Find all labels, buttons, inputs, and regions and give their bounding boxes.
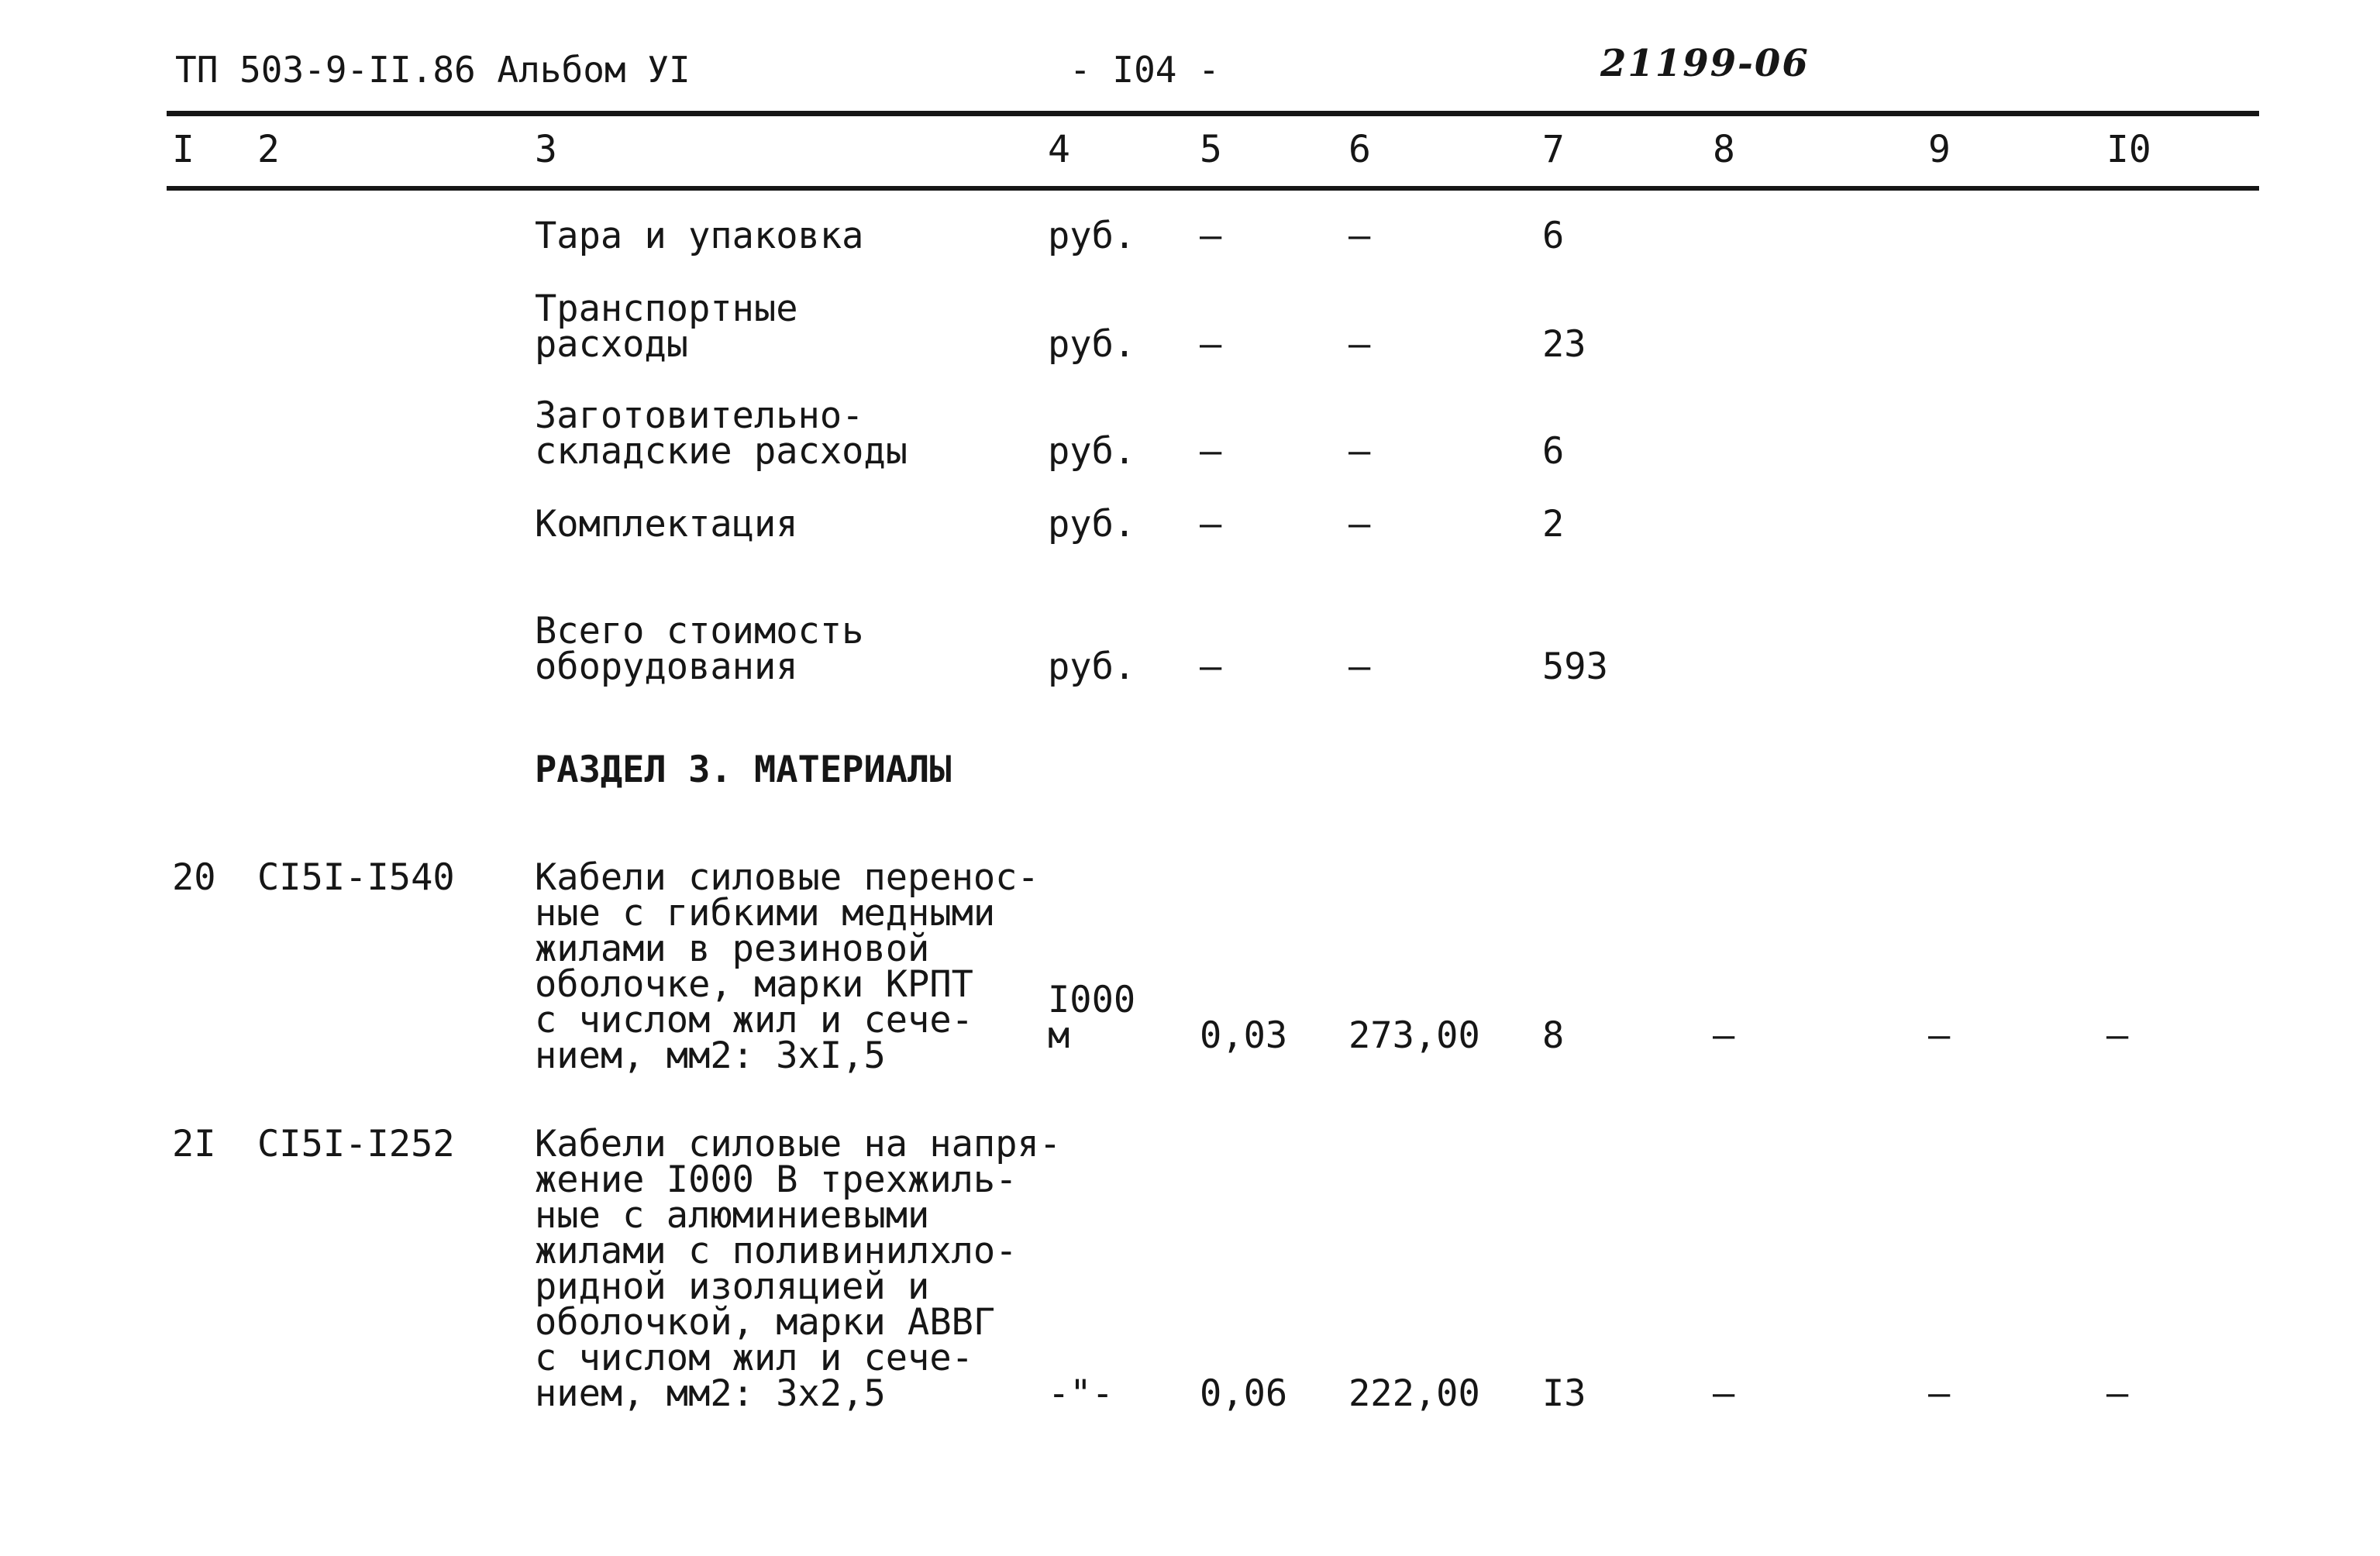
column-number-8: 8 <box>1713 128 1735 171</box>
row-col6: – <box>1348 503 1371 546</box>
row-col7: 2 <box>1542 503 1565 546</box>
item-number: 20 <box>172 856 216 899</box>
row-name: Транспортные расходы <box>535 287 798 366</box>
row-col7: 6 <box>1542 215 1565 257</box>
item-code: CI5I-I252 <box>257 1123 455 1165</box>
row-col5: – <box>1200 430 1222 473</box>
item-col6: 222,00 <box>1348 1372 1480 1415</box>
column-number-2: 2 <box>257 128 280 171</box>
row-col5: – <box>1200 645 1222 688</box>
row-name: Тара и упаковка <box>535 215 864 257</box>
item-col5: 0,06 <box>1200 1372 1288 1415</box>
column-number-9: 9 <box>1928 128 1951 171</box>
item-unit: -"- <box>1048 1372 1114 1415</box>
column-number-6: 6 <box>1348 128 1371 171</box>
item-col8: – <box>1713 1372 1735 1415</box>
item-col8: – <box>1713 1014 1735 1057</box>
row-name: Комплектация <box>535 503 798 546</box>
item-name: Кабели силовые на напря- жение I000 В трехжиль- ные с алюминиевыми жилами с поливинилхло- ридной изоляцией и оболочкой, марки АВВГ с числом жил и сече- нием, мм2: 3х2,5 <box>535 1123 1062 1415</box>
row-unit: руб. <box>1048 503 1136 546</box>
row-col6: – <box>1348 645 1371 688</box>
item-col6: 273,00 <box>1348 1014 1480 1057</box>
item-col10: – <box>2106 1014 2129 1057</box>
table-top-rule <box>167 111 2259 116</box>
page-number: - I04 - <box>1069 49 1220 91</box>
item-col7: I3 <box>1542 1372 1586 1415</box>
row-unit: руб. <box>1048 215 1136 257</box>
row-col7: 6 <box>1542 430 1565 473</box>
item-unit: I000 м <box>1048 979 1136 1057</box>
column-number-1: I <box>172 128 195 171</box>
row-name: Всего стоимость оборудования <box>535 610 864 688</box>
item-code: CI5I-I540 <box>257 856 455 899</box>
column-number-7: 7 <box>1542 128 1565 171</box>
row-col7: 593 <box>1542 645 1608 688</box>
item-name: Кабели силовые перенос- ные с гибкими медными жилами в резиновой оболочке, марки КРПТ с числом жил и сече- нием, мм2: 3хI,5 <box>535 856 1039 1077</box>
item-col5: 0,03 <box>1200 1014 1288 1057</box>
row-name: Заготовительно- складские расходы <box>535 394 908 473</box>
table-header-rule <box>167 186 2259 191</box>
row-col7: 23 <box>1542 323 1586 366</box>
handwritten-doc-number: 21199-06 <box>1600 42 1810 85</box>
row-col5: – <box>1200 503 1222 546</box>
document-code: ТП 503-9-II.86 Альбом УI <box>175 49 691 91</box>
row-col5: – <box>1200 215 1222 257</box>
row-col5: – <box>1200 323 1222 366</box>
item-col7: 8 <box>1542 1014 1565 1057</box>
column-number-10: I0 <box>2106 128 2151 171</box>
item-col9: – <box>1928 1372 1951 1415</box>
row-unit: руб. <box>1048 323 1136 366</box>
row-unit: руб. <box>1048 645 1136 688</box>
section-title: РАЗДЕЛ 3. МАТЕРИАЛЫ <box>535 749 952 791</box>
row-col6: – <box>1348 430 1371 473</box>
column-number-4: 4 <box>1048 128 1070 171</box>
column-number-3: 3 <box>535 128 557 171</box>
item-col10: – <box>2106 1372 2129 1415</box>
column-number-5: 5 <box>1200 128 1222 171</box>
row-col6: – <box>1348 215 1371 257</box>
item-col9: – <box>1928 1014 1951 1057</box>
row-col6: – <box>1348 323 1371 366</box>
row-unit: руб. <box>1048 430 1136 473</box>
item-number: 2I <box>172 1123 216 1165</box>
